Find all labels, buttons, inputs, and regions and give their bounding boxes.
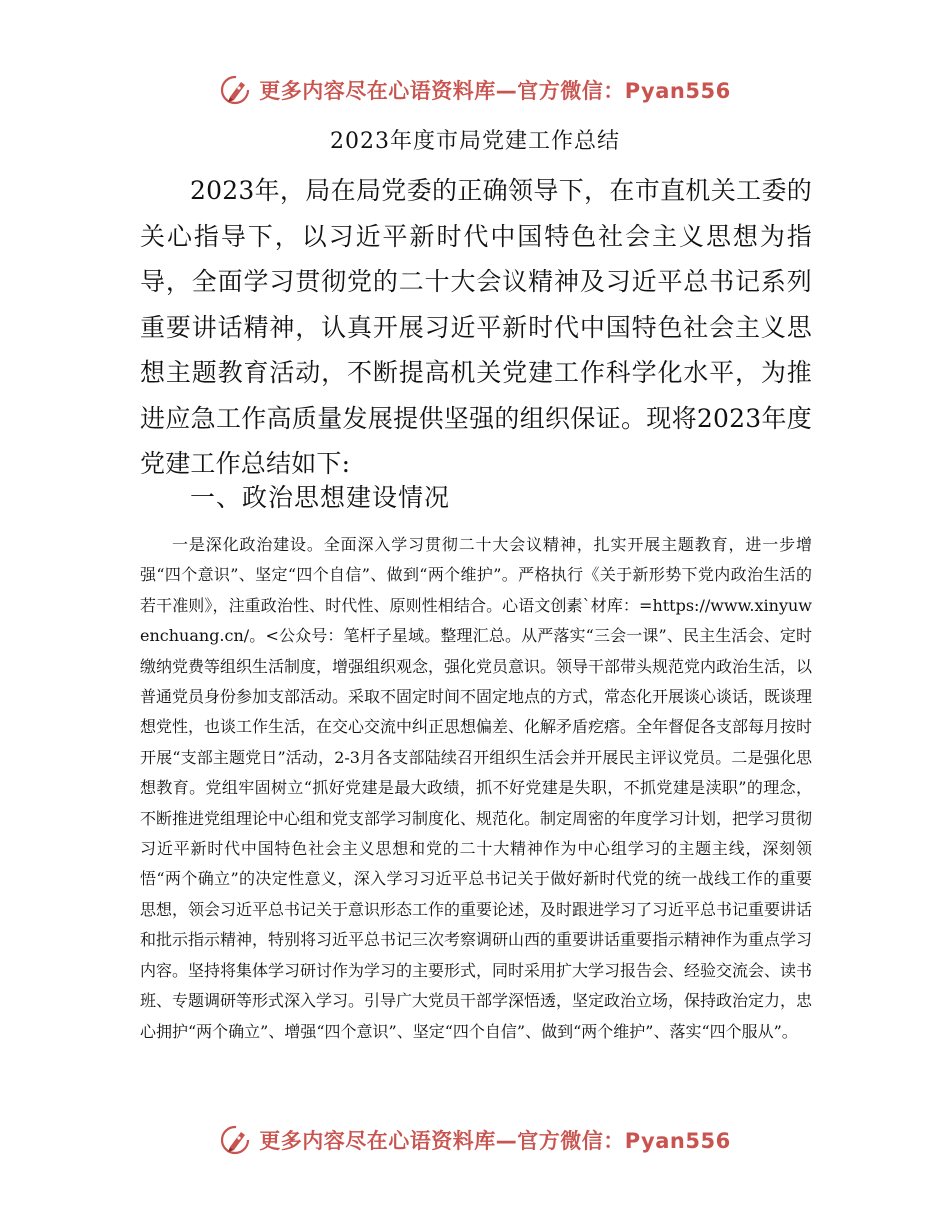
pen-nib-logo-icon bbox=[219, 1123, 253, 1157]
watermark-text: 更多内容尽在心语资料库—官方微信：Pyan556 bbox=[259, 79, 731, 103]
document-title: 2023年度市局党建工作总结 bbox=[330, 129, 620, 154]
watermark-banner-bottom bbox=[0, 1120, 950, 1160]
intro-paragraph: 2023年，局在局党委的正确领导下，在市直机关工委的关心指导下，以习近平新时代中国特色社会主义思想为指导，全面学习贯彻党的二十大会议精神及习近平总书记系列重要讲话精神，认真开展习近平新时代中国特色社会主义思想主题教育活动，不断提高机关党建工作科学化水平，为推进应急工作高质量发展提供坚强的组织保证。现将2023年度党建工作总结如下: bbox=[140, 176, 812, 478]
body-paragraph: 一是深化政治建设。全面深入学习贯彻二十大会议精神，扎实开展主题教育，进一步增强“四个意识”、坚定“四个自信”、做到“两个维护”。严格执行《关于新形势下党内政治生活的若干准则》，注重政治性、时代性、原则性相结合。心语文创素`材库：=https://www.xinyuwenchuang.cn/。<公众号：笔杆子星域。整理汇总。从严落实“三会一课”、民主生活会、定时缴纳党费等组织生活制度，增强组织观念，强化党员意识。领导干部带头规范党内政治生活，以普通党员身份参加支部活动。采取不固定时间不固定地点的方式，常态化开展谈心谈话，既谈理想党性，也谈工作生活，在交心交流中纠正思想偏差、化解矛盾疙瘩。全年督促各支部每月按时开展“支部主题党日”活动，2-3月各支部陆续召开组织生活会并开展民主评议党员。二是强化思想教育。党组牢固树立“抓好党建是最大政绩，抓不好党建是失职，不抓党建是渎职”的理念，不断推进党组理论中心组和党支部学习制度化、规范化。制定周密的年度学习计划，把学习贯彻习近平新时代中国特色社会主义思想和党的二十大精神作为中心组学习的主题主线，深刻领悟“两个确立”的决定性意义，深入学习习近平总书记关于做好新时代党的统一战线工作的重要思想，领会习近平总书记关于意识形态工作的重要论述，及时跟进学习了习近平总书记重要讲话和批示指示精神，特别将习近平总书记三次考察调研山西的重要讲话重要指示精神作为重点学习内容。坚持将集体学习研讨作为学习的主要形式，同时采用扩大学习报告会、经验交流会、读书班、专题调研等形式深入学习。引导广大党员干部学深悟透，坚定政治立场，保持政治定力，忠心拥护“两个确立”、增强“四个意识”、坚定“四个自信”、做到“两个维护”、落实“四个服从”。 bbox=[140, 535, 813, 1041]
watermark-text: 更多内容尽在心语资料库—官方微信：Pyan556 bbox=[259, 1129, 731, 1153]
watermark-banner-top bbox=[0, 70, 950, 110]
pen-nib-logo-icon bbox=[219, 73, 253, 107]
section-heading: 一、政治思想建设情况 bbox=[190, 483, 451, 512]
